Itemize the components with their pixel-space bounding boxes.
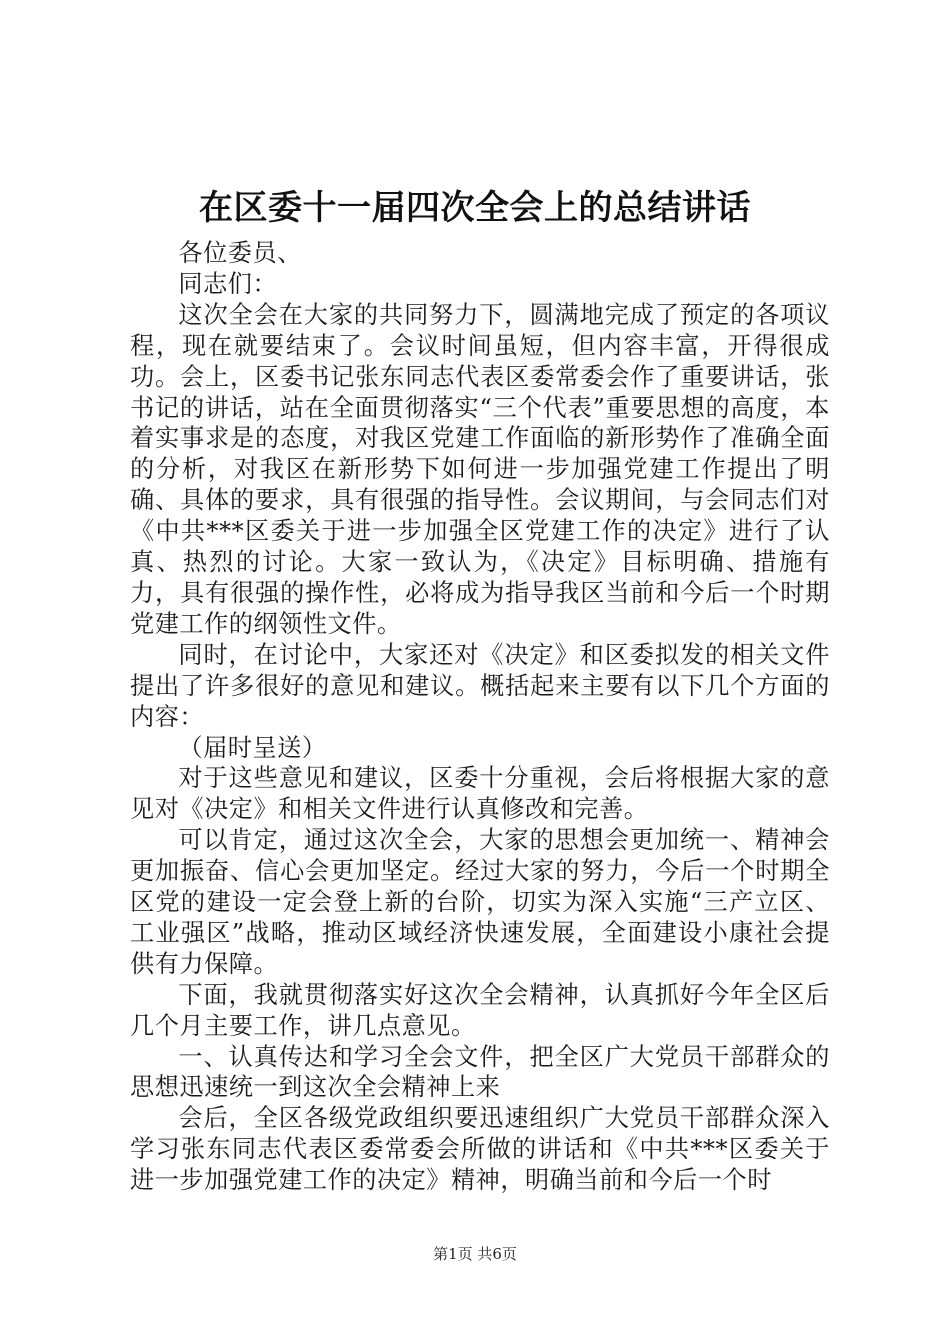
body-paragraph: 对于这些意见和建议，区委十分重视，会后将根据大家的意见对《决定》和相关文件进行认真修改和完善。: [130, 764, 830, 824]
body-paragraph: 同时，在讨论中，大家还对《决定》和区委拟发的相关文件提出了许多很好的意见和建议。概括起来主要有以下几个方面的内容：: [130, 640, 830, 731]
document-body: [130, 238, 830, 1196]
page-footer: 第1页 共6页: [433, 1245, 517, 1263]
section-heading: 一、认真传达和学习全会文件，把全区广大党员干部群众的思想迅速统一到这次全会精神上来: [130, 1042, 830, 1102]
body-paragraph: （届时呈送）: [178, 733, 327, 762]
body-paragraph: 下面，我就贯彻落实好这次全会精神，认真抓好今年全区后几个月主要工作，讲几点意见。: [130, 980, 830, 1040]
body-paragraph: 会后，全区各级党政组织要迅速组织广大党员干部群众深入学习张东同志代表区委常委会所做的讲话和《中共***区委关于进一步加强党建工作的决定》精神，明确当前和今后一个时: [130, 1104, 830, 1195]
body-paragraph: 可以肯定，通过这次全会，大家的思想会更加统一、精神会更加振奋、信心会更加坚定。经过大家的努力，今后一个时期全区党的建设一定会登上新的台阶，切实为深入实施“三产立区、工业强区”战略，推动区域经济快速发展，全面建设小康社会提供有力保障。: [130, 826, 830, 978]
salutation-line: 同志们：: [178, 269, 278, 298]
salutation-line: 各位委员、: [178, 239, 302, 267]
document-title: 在区委十一届四次全会上的总结讲话: [199, 188, 751, 228]
body-paragraph: 这次全会在大家的共同努力下，圆满地完成了预定的各项议程，现在就要结束了。会议时间虽短，但内容丰富，开得很成功。会上，区委书记张东同志代表区委常委会作了重要讲话，张书记的讲话，站在全面贯彻落实“三个代表”重要思想的高度，本着实事求是的态度，对我区党建工作面临的新形势作了准确全面的分析，对我区在新形势下如何进一步加强党建工作提出了明确、具体的要求，具有很强的指导性。会议期间，与会同志们对《中共***区委关于进一步加强全区党建工作的决定》进行了认真、热烈的讨论。大家一致认为，《决定》目标明确、措施有力，具有很强的操作性，必将成为指导我区当前和今后一个时期党建工作的纲领性文件。: [130, 300, 830, 638]
